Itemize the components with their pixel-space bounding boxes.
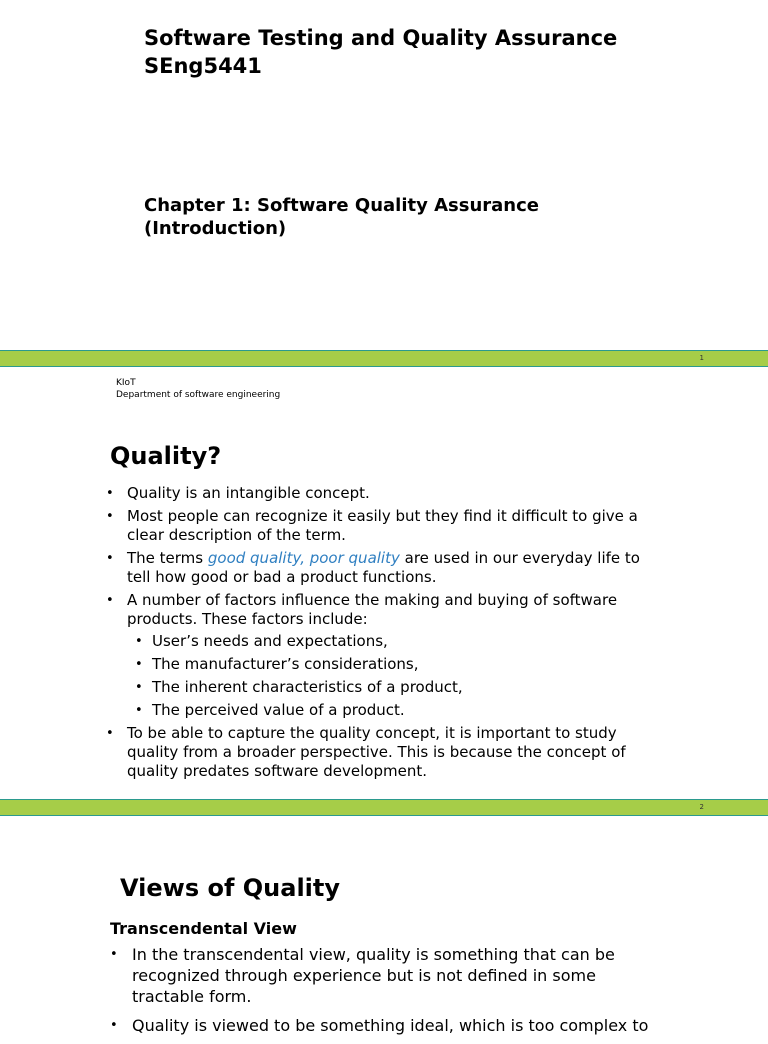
section-subheading: Transcendental View [110, 919, 297, 938]
list-item-text: The terms [127, 549, 208, 567]
slide-heading-quality: Quality? [110, 442, 222, 470]
sub-list-item: • The inherent characteristics of a product, [127, 678, 664, 697]
course-code: SEng5441 [144, 54, 262, 78]
list-item: • Quality is an intangible concept. [104, 484, 664, 503]
list-item-text: A number of factors influence the making and buying of software products. These factors include: [127, 591, 618, 628]
sub-list-item: • The perceived value of a product. [127, 701, 664, 720]
list-item: • To be able to capture the quality concept, it is important to study quality from a broader perspective. This is because the concept of quality predates software development. [104, 724, 664, 781]
quality-bullet-list [104, 484, 664, 785]
factors-sub-list [127, 632, 664, 720]
course-title [144, 24, 744, 80]
list-item: • Most people can recognize it easily but they find it difficult to give a clear description of the term. [104, 507, 664, 545]
sub-list-item: • User’s needs and expectations, [127, 632, 664, 651]
views-bullet-list [108, 944, 668, 1044]
page-number-2: 2 [699, 803, 704, 811]
slide-footer-bar-2 [0, 799, 768, 816]
highlighted-terms: good quality, poor quality [207, 549, 400, 567]
list-item [104, 549, 664, 587]
organization-name: KIoT [116, 378, 136, 388]
course-title-line1: Software Testing and Quality Assurance [144, 26, 618, 50]
organization-label [116, 377, 280, 401]
department-name: Department of software engineering [116, 390, 281, 400]
list-item: • In the transcendental view, quality is something that can be recognized through experience but is not defined in some tractable form. [108, 944, 668, 1007]
list-item-text: are used in our everyday life to tell how good or bad a product functions. [127, 549, 640, 586]
slide-heading-views-of-quality: Views of Quality [120, 874, 341, 902]
list-item: • Quality is viewed to be something ideal, which is too complex to [108, 1015, 668, 1036]
sub-list-item: • The manufacturer’s considerations, [127, 655, 664, 674]
chapter-title [144, 194, 744, 240]
slide-footer-bar-1 [0, 350, 768, 367]
chapter-title-line2: (Introduction) [144, 218, 287, 239]
chapter-title-line1: Chapter 1: Software Quality Assurance [144, 195, 539, 216]
list-item [104, 591, 664, 720]
page-number-1: 1 [699, 354, 704, 362]
